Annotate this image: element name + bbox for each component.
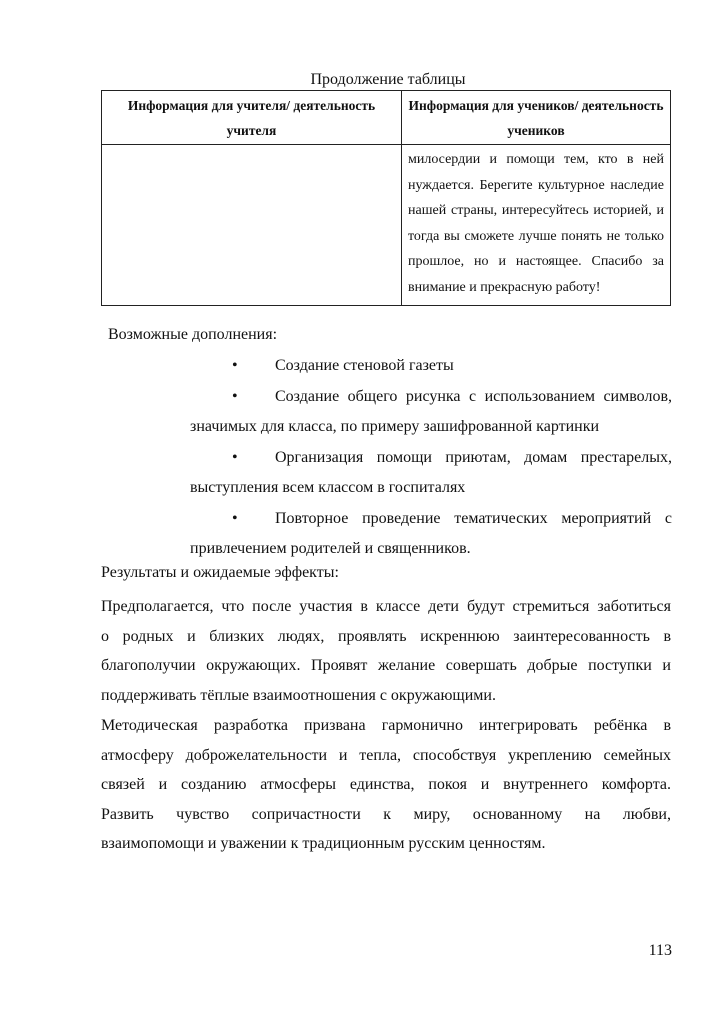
bullet-icon: • [232, 510, 238, 527]
cell-line: милосердии и помощи тем, кто в ней [408, 152, 664, 167]
list-item-first-line [190, 443, 672, 473]
paragraph-line: Методическая разработка призвана гармонично интегрировать ребёнка в [101, 717, 671, 734]
cell-teacher [102, 145, 402, 306]
list-item [190, 443, 672, 503]
table-caption: Продолжение таблицы [310, 71, 466, 88]
paragraph-line: благополучии окружающих. Проявят желание совершать добрые поступки и [101, 657, 671, 675]
cell-line: тогда вы сможете лучше понять не только [408, 228, 664, 244]
table-header-row [102, 91, 671, 145]
list-item [190, 351, 672, 381]
list-item-continuation: привлечением родителей и священников. [190, 540, 471, 557]
cell-line: нашей страны, интересуйтесь историей, и [408, 203, 664, 219]
list-item-continuation: выступления всем классом в госпиталях [190, 479, 466, 496]
list-item-text: Создание общего рисунка с использованием символов, [275, 388, 672, 405]
results-title: Результаты и ожидаемые эффекты: [101, 564, 339, 581]
paragraph-line: о родных и близких людях, проявлять искреннюю заинтересованность в [101, 627, 671, 645]
bullet-icon: • [232, 388, 238, 405]
paragraph-line: атмосферу доброжелательности и тепла, способствуя укреплению семейных [101, 746, 671, 764]
header-students: Информация для учеников/ деятельность учеников [402, 91, 671, 145]
page-number: 113 [648, 942, 672, 959]
results-paragraph-2 [101, 711, 671, 859]
cell-line: внимание и прекрасную работу! [408, 279, 601, 295]
list-item-text: Повторное проведение тематических мероприятий с [275, 510, 672, 527]
paragraph-line: взаимопомощи и уважении к традиционным русским ценностям. [101, 835, 546, 853]
additions-title: Возможные дополнения: [108, 326, 278, 343]
cell-students [402, 145, 671, 306]
list-item-continuation: значимых для класса, по примеру зашифрованной картинки [190, 418, 600, 435]
table-row [102, 145, 671, 306]
list-item-text: Создание стеновой газеты [275, 357, 454, 374]
paragraph-line: Развить чувство сопричастности к миру, основанному на любви, [101, 805, 671, 823]
paragraph-line: связей и созданию атмосферы единства, покоя и внутреннего комфорта. [101, 776, 671, 794]
cell-line: прошлое, но и настоящее. Спасибо за [408, 254, 664, 270]
cell-line: нуждается. Берегите культурное наследие [408, 177, 664, 193]
list-item [190, 504, 672, 564]
paragraph-line: поддерживать тёплые взаимоотношения с окружающими. [101, 686, 496, 704]
list-item-first-line [190, 504, 672, 534]
bullet-icon: • [232, 449, 238, 466]
list-item [190, 382, 672, 442]
list-item-text: Организация помощи приютам, домам престарелых, [275, 449, 672, 466]
paragraph-line: Предполагается, что после участия в классе дети будут стремиться заботиться [101, 598, 671, 615]
list-item-first-line [190, 382, 672, 412]
additions-list [190, 351, 672, 565]
bullet-icon: • [232, 357, 238, 374]
header-teacher: Информация для учителя/ деятельность учителя [102, 91, 402, 145]
continuation-table [101, 90, 671, 306]
list-item-first-line [190, 351, 672, 381]
results-paragraph-1 [101, 592, 671, 710]
